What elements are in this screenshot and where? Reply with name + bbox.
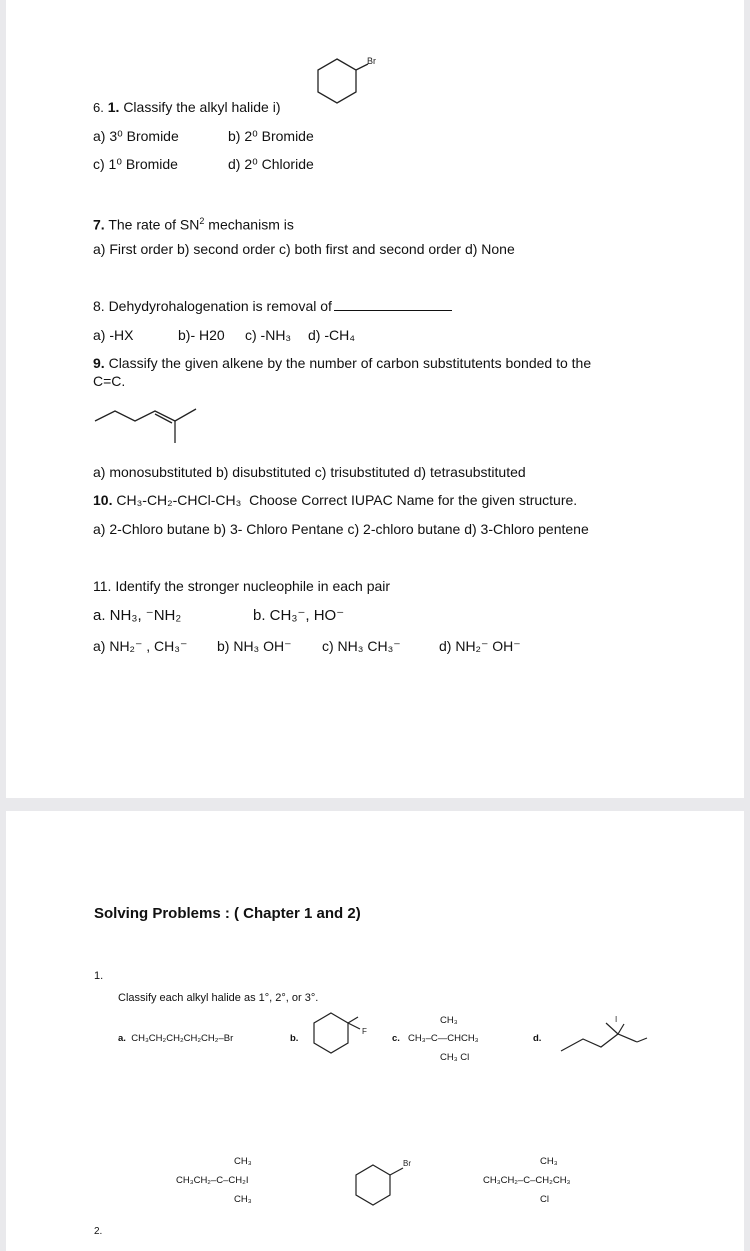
q10-options[interactable]: a) 2-Chloro butane b) 3- Chloro Pentane c) 2-chloro butane d) 3-Chloro pentene: [93, 521, 589, 537]
q10-prompt: 10. CH₃-CH₂-CHCl-CH₃ Choose Correct IUPAC Name for the given structure.: [93, 492, 578, 508]
item-b-label: b.: [290, 1033, 299, 1044]
item-e-main: CH₃CH₂–C–CH₂I: [176, 1175, 249, 1186]
q6-option-d[interactable]: d) 2⁰ Chloride: [228, 156, 314, 172]
q9-prompt: 9. Classify the given alkene by the number of carbon substitutents bonded to the: [93, 355, 592, 371]
item-c-bottom: CH₃ Cl: [440, 1052, 470, 1063]
q8-option-a[interactable]: a) -HX: [93, 327, 134, 343]
problem-instruction: Classify each alkyl halide as 1°, 2°, or 3°.: [118, 992, 319, 1004]
item-d-label: d.: [533, 1033, 542, 1044]
item-d-structure: [6, 1006, 744, 1076]
item-a: a. CH₃CH₂CH₂CH₂CH₂–Br: [118, 1033, 234, 1044]
q11-pair-b: b. CH₃⁻, HO⁻: [253, 607, 345, 624]
item-d-halogen: I: [615, 1015, 618, 1024]
q11-prompt: 11. Identify the stronger nucleophile in each pair: [93, 578, 391, 594]
q7-options[interactable]: a) First order b) second order c) both first and second order d) None: [93, 241, 515, 257]
item-b-halogen: F: [362, 1027, 367, 1036]
next-problem-number: 2.: [94, 1226, 103, 1237]
q11-option-d[interactable]: d) NH₂⁻ OH⁻: [439, 638, 521, 654]
q8-option-c[interactable]: c) -NH₃: [245, 327, 292, 343]
q9-prompt-line2: C=C.: [93, 373, 126, 389]
item-e-top: CH₃: [234, 1156, 252, 1167]
q11-option-b[interactable]: b) NH₃ OH⁻: [217, 638, 292, 654]
item-g-main: CH₃CH₂–C–CH₂CH₃: [483, 1175, 571, 1186]
item-g-top: CH₃: [540, 1156, 558, 1167]
q6-prompt: 6. 1. Classify the alkyl halide i): [93, 99, 281, 115]
q8-option-d[interactable]: d) -CH₄: [308, 327, 355, 343]
item-c-top: CH₃: [440, 1015, 458, 1026]
worksheet-page-2: [6, 811, 744, 1251]
q9-structure-alkene: [6, 395, 744, 455]
q11-option-c[interactable]: c) NH₃ CH₃⁻: [322, 638, 401, 654]
item-g-bottom: Cl: [540, 1194, 549, 1205]
q6-structure-label: Br: [367, 56, 376, 66]
q8-answer-blank[interactable]: [334, 298, 452, 311]
q8-option-b[interactable]: b)- H20: [178, 327, 225, 343]
q6-option-b[interactable]: b) 2⁰ Bromide: [228, 128, 314, 144]
q11-pair-a: a. NH₃, ⁻NH₂: [93, 607, 182, 624]
q8-prompt: 8. Dehydyrohalogenation is removal of: [93, 298, 452, 314]
q7-prompt: 7. The rate of $SN^2$ mechanism is: [93, 216, 294, 233]
problem-number: 1.: [94, 970, 104, 982]
q6-option-c[interactable]: c) 1⁰ Bromide: [93, 156, 178, 172]
worksheet-page-1: [6, 0, 744, 798]
item-f-halogen: Br: [403, 1159, 411, 1168]
item-f-structure: [6, 1146, 744, 1216]
solving-heading: Solving Problems : ( Chapter 1 and 2): [94, 905, 361, 922]
q9-options[interactable]: a) monosubstituted b) disubstituted c) trisubstituted d) tetrasubstituted: [93, 464, 526, 480]
item-e-bottom: CH₃: [234, 1194, 252, 1205]
q6-option-a[interactable]: a) 3⁰ Bromide: [93, 128, 179, 144]
q11-option-a[interactable]: a) NH₂⁻ , CH₃⁻: [93, 638, 188, 654]
item-c-main: CH₃–C—CHCH₃: [408, 1033, 479, 1044]
item-c-label: c.: [392, 1033, 400, 1044]
